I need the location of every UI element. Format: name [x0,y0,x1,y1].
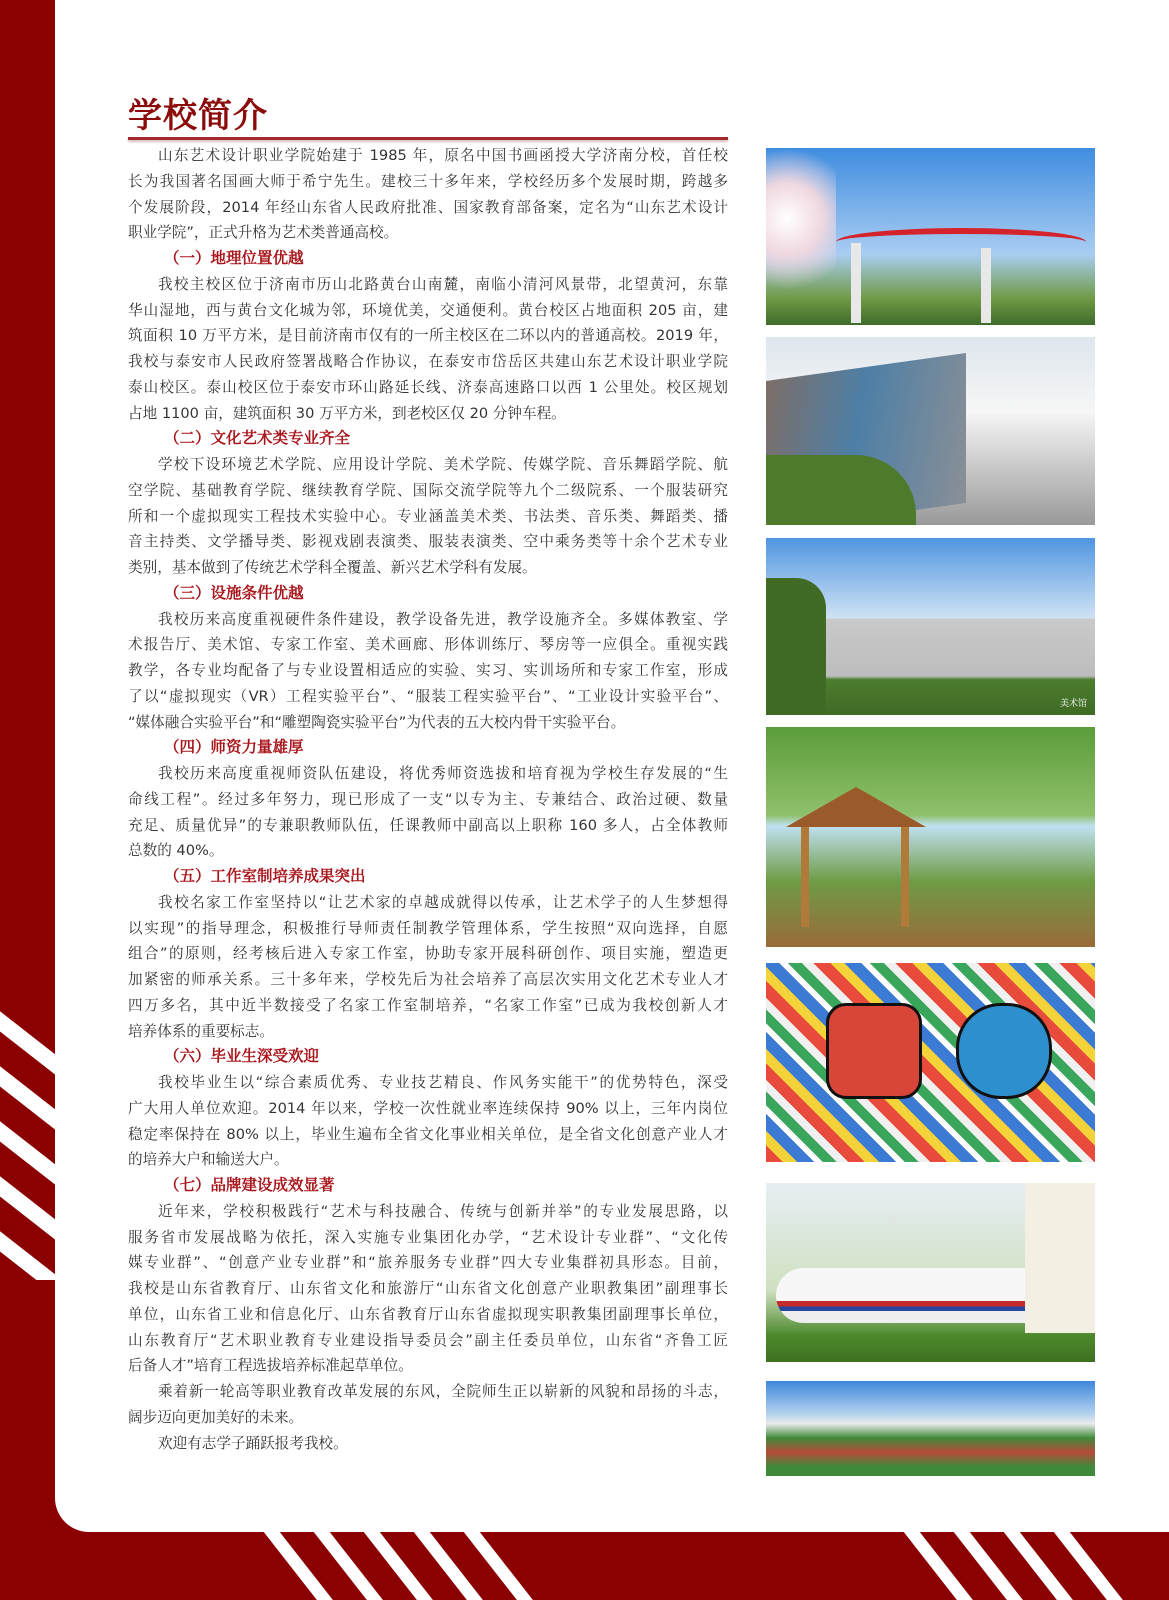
paragraph-line: 术报告厅、美术馆、专家工作室、美术画廊、形体训练厅、琴房等一应俱全。重视实践 [128,636,728,654]
paragraph-line: 广大用人单位欢迎。2014 年以来，学校一次性就业率连续保持 90% 以上，三年内岗位 [128,1099,728,1117]
paragraph-line: 长为我国著名国画大师于希宁先生。建校三十多年来，学校经历多个发展时期，跨越多 [128,172,728,190]
paragraph-line: 服务省市发展战略为依托，深入实施专业集团化办学，“艺术设计专业群”、“文化传 [128,1228,728,1246]
paragraph-line: 命线工程”。经过多年努力，现已形成了一支“以专为主、专兼结合、政治过硬、数量 [128,790,728,808]
paragraph-line: 类别，基本做到了传统艺术学科全覆盖、新兴艺术学科有发展。 [128,559,537,576]
paragraph-line: 欢迎有志学子踊跃报考我校。 [158,1434,348,1452]
paragraph-line: 阔步迈向更加美好的未来。 [128,1408,304,1426]
paragraph-line: 单位，山东省工业和信息化厅、山东省教育厅山东省虚拟现实职教集团副理事长单位， [128,1305,728,1323]
paragraph-line: 华山湿地，西与黄台文化城为邻，环境优美，交通便利。黄台校区占地面积 205 亩，建 [128,301,728,319]
section-heading: （四）师资力量雄厚 [164,738,304,757]
paragraph-line: 稳定率保持在 80% 以上，毕业生遍布全省文化事业相关单位，是全省文化创意产业人才 [128,1125,728,1143]
section-heading: （三）设施条件优越 [164,583,304,602]
paragraph-line: 以实现”的指导理念，积极推行导师责任制教学管理体系，学生按照“双向选择，自愿 [128,919,728,937]
paragraph-line: 我校毕业生以“综合素质优秀、专业技艺精良、作风务实能干”的优势特色，深受 [158,1074,728,1091]
paragraph-line: 的培养大户和输送大户。 [128,1151,289,1169]
paragraph-line: 我校名家工作室坚持以“让艺术家的卓越成就得以传承，让艺术学子的人生梦想得 [158,893,728,911]
page-title: 学校简介 [128,96,268,136]
paragraph-line: 媒专业群”、“创意产业专业群”和“旅养服务专业群”四大专业集群初具形态。目前， [128,1254,728,1272]
section-heading: （七）品牌建设成效显著 [164,1176,335,1194]
paragraph-line: 我校是山东省教育厅、山东省文化和旅游厅“山东省文化创意产业职教集团”副理事长 [128,1280,728,1297]
paragraph-line: 学校下设环境艺术学院、应用设计学院、美术学院、传媒学院、音乐舞蹈学院、航 [158,456,728,473]
paragraph-line: 近年来，学校积极践行“艺术与科技融合、传统与创新并举”的专业发展思路，以 [158,1202,728,1220]
paragraph-line: 我校历来高度重视硬件条件建设，教学设备先进，教学设施齐全。多媒体教室、学 [158,610,728,628]
paragraph-line: 泰山校区。泰山校区位于泰安市环山路延长线、济泰高速路口以西 1 公里处。校区规划 [128,378,728,396]
sports-field-photo [766,1381,1095,1476]
paragraph-line: 总数的 40%。 [128,842,224,860]
paragraph-line: 个发展阶段，2014 年经山东省人民政府批准、国家教育部备案，定名为“山东艺术设计 [128,198,728,216]
paragraph-line: 培养体系的重要标志。 [128,1022,274,1040]
paragraph-line: 音主持类、文学播导类、影视戏剧表演类、服装表演类、空中乘务类等十余个艺术专业 [128,533,728,551]
paragraph-line: 了以“虚拟现实（VR）工程实验平台”、“服装工程实验平台”、“工业设计实验平台”、 [128,687,728,705]
paragraph-line: 四万多名，其中近半数接受了名家工作室制培养，“名家工作室”已成为我校创新人才 [128,996,728,1014]
paragraph-line: 我校与泰安市人民政府签署战略合作协议，在泰安市岱岳区共建山东艺术设计职业学院 [128,353,728,370]
graffiti-wall-photo [766,963,1095,1162]
airplane-classroom-photo [766,1183,1095,1362]
main-building-photo [766,337,1095,525]
paragraph-line: 职业学院”，正式升格为艺术类普通高校。 [128,224,399,242]
art-museum-photo [766,538,1095,715]
paragraph-line: 教学，各专业均配备了与专业设置相适应的实验、实习、实训场所和专家工作室，形成 [128,662,728,679]
decorative-stripes-left [0,980,55,1280]
paragraph-line: 空学院、基础教育学院、继续教育学院、国际交流学院等九个二级院系、一个服装研究 [128,481,728,499]
paragraph-line: 我校主校区位于济南市历山北路黄台山南麓，南临小清河风景带，北望黄河，东靠 [158,275,728,293]
paragraph-line: 所和一个虚拟现实工程技术实验中心。专业涵盖美术类、书法类、音乐类、舞蹈类、播 [128,507,728,525]
section-heading: （六）毕业生深受欢迎 [164,1047,320,1066]
paragraph-line: 山东艺术设计职业学院始建于 1985 年，原名中国书画函授大学济南分校，首任校 [158,147,728,164]
section-heading: （二）文化艺术类专业齐全 [164,429,351,448]
paragraph-line: 山东教育厅“艺术职业教育专业建设指导委员会”副主任委员单位，山东省“齐鲁工匠 [128,1331,728,1349]
paragraph-line: 后备人才”培育工程选拔培养标准起草单位。 [128,1357,413,1375]
paragraph-line: 组合”的原则，经考核后进入专家工作室，协助专家开展科研创作、项目实施，塑造更 [128,945,728,963]
section-heading: （一）地理位置优越 [164,249,304,267]
decorative-stripes-bottom [55,1532,1169,1600]
paragraph-line: 筑面积 10 万平方米，是目前济南市仅有的一所主校区在二环以内的普通高校。2019 年， [128,327,728,345]
paragraph-line: 占地 1100 亩，建筑面积 30 万平方米，到老校区仅 20 分钟车程。 [128,404,566,422]
school-intro-text [128,143,728,1456]
paragraph-line: 乘着新一轮高等职业教育改革发展的东风，全院师生正以崭新的风貌和昂扬的斗志， [158,1383,728,1400]
pavilion-garden-photo [766,727,1095,947]
title-divider [128,137,728,140]
paragraph-line: 我校历来高度重视师资队伍建设，将优秀师资选拔和培育视为学校生存发展的“生 [158,765,728,782]
magnolia-bridge-photo [766,148,1095,325]
paragraph-line: “媒体融合实验平台”和“雕塑陶瓷实验平台”为代表的五大校内骨干实验平台。 [128,713,626,731]
photo-caption: 美术馆 [1059,699,1087,709]
section-heading: （五）工作室制培养成果突出 [164,867,366,885]
paragraph-line: 加紧密的师承关系。三十多年来，学校先后为社会培养了高层次实用文化艺术专业人才 [128,971,728,988]
paragraph-line: 充足、质量优异”的专兼职教师队伍，任课教师中副高以上职称 160 多人，占全体教师 [128,816,728,834]
